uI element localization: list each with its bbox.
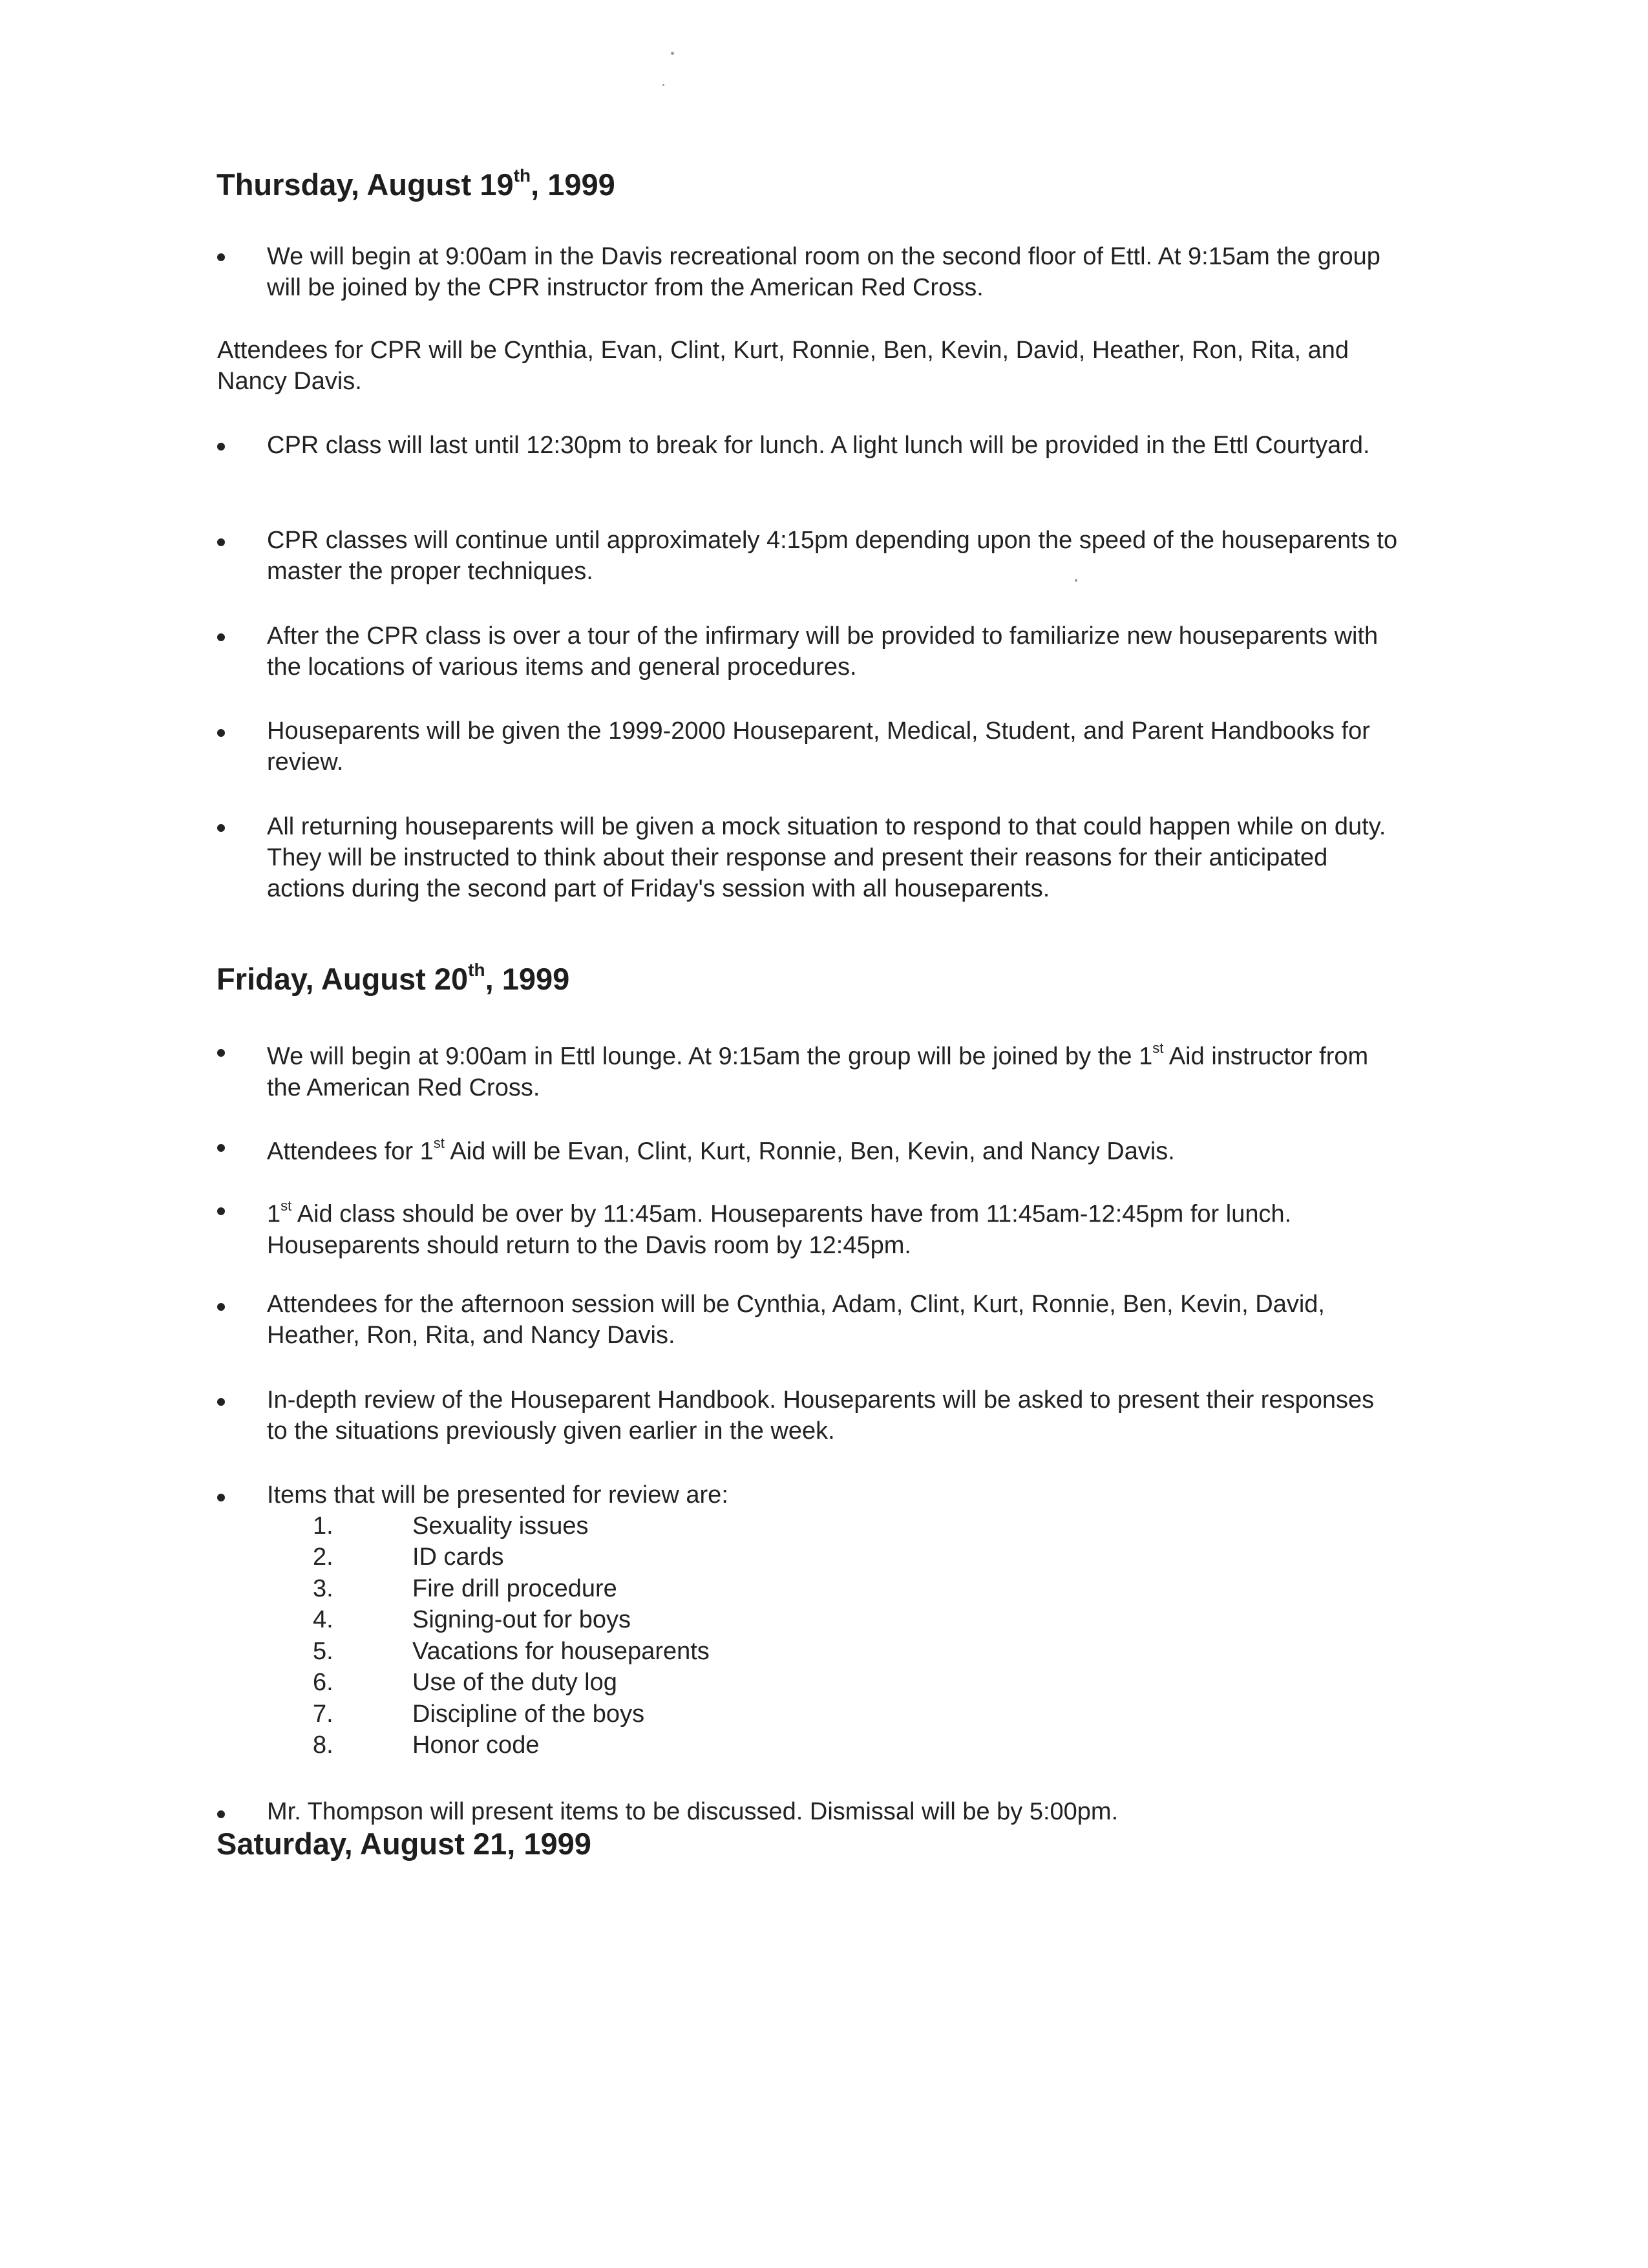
bullet-icon xyxy=(217,1303,225,1311)
bullet-icon xyxy=(217,633,225,641)
review-item-number: 8. xyxy=(313,1732,333,1759)
thursday-bullet-continue: CPR classes will continue until approximately 4:15pm depending upon the speed of the houseparents to master the proper techniques. xyxy=(267,527,1398,585)
review-item-label: Fire drill procedure xyxy=(412,1575,617,1602)
review-item-label: Discipline of the boys xyxy=(412,1701,645,1728)
saturday-heading: Saturday, August 21, 1999 xyxy=(217,1827,591,1861)
friday-bullet-first-aid-class: 1st Aid class should be over by 11:45am. Houseparents have from 11:45am-12:45pm for lunch. Houseparents should return to the Davis room by 12:45pm. xyxy=(267,1198,1292,1259)
review-item-number: 3. xyxy=(313,1575,333,1602)
thursday-bullet-tour: After the CPR class is over a tour of the infirmary will be provided to familiarize new houseparents with the locations of various items and general procedures. xyxy=(267,622,1379,681)
thursday-bullet-lunch: CPR class will last until 12:30pm to break for lunch. A light lunch will be provided in the Ettl Courtyard. xyxy=(267,432,1370,459)
review-item-number: 7. xyxy=(313,1701,333,1728)
bullet-icon xyxy=(217,253,225,261)
bullet-icon xyxy=(217,538,225,546)
scan-speck xyxy=(671,52,674,55)
bullet-icon xyxy=(217,1398,225,1406)
review-item-number: 1. xyxy=(313,1512,333,1540)
bullet-icon xyxy=(217,443,225,450)
thursday-bullet-start: We will begin at 9:00am in the Davis recreational room on the second floor of Ettl. At 9:15am the group will be joined by the CPR instructor from the American Red Cross. xyxy=(267,243,1380,301)
thursday-heading: Thursday, August 19th, 1999 xyxy=(217,165,615,202)
review-item-number: 6. xyxy=(313,1669,333,1696)
friday-bullet-first-aid-attendees: Attendees for 1st Aid will be Evan, Clint, Kurt, Ronnie, Ben, Kevin, and Nancy Davis. xyxy=(267,1135,1175,1165)
bullet-icon xyxy=(217,1810,225,1818)
review-item-label: Honor code xyxy=(412,1732,540,1759)
review-item-label: ID cards xyxy=(412,1543,504,1571)
bullet-icon xyxy=(217,1144,225,1152)
thursday-cpr-attendees: Attendees for CPR will be Cynthia, Evan, Clint, Kurt, Ronnie, Ben, Kevin, David, Heather, Ron, Rita, and Nancy Davis. xyxy=(217,337,1349,395)
thursday-bullet-handbooks: Houseparents will be given the 1999-2000 Houseparent, Medical, Student, and Parent Handbooks for review. xyxy=(267,717,1370,776)
bullet-icon xyxy=(217,729,225,737)
bullet-icon xyxy=(217,824,225,832)
bullet-icon xyxy=(217,1494,225,1501)
review-item-label: Use of the duty log xyxy=(412,1669,617,1696)
friday-heading: Friday, August 20th, 1999 xyxy=(217,960,570,996)
review-item-number: 5. xyxy=(313,1638,333,1665)
bullet-icon xyxy=(217,1207,225,1215)
review-item-number: 2. xyxy=(313,1543,333,1571)
review-item-label: Sexuality issues xyxy=(412,1512,589,1540)
friday-bullet-handbook-review: In-depth review of the Houseparent Handbook. Houseparents will be asked to present their responses to the situations previously given earlier in the week. xyxy=(267,1386,1375,1445)
thursday-bullet-mock: All returning houseparents will be given a mock situation to respond to that could happen while on duty. They will be instructed to think about their response and present their reasons for their anticipated actions during the second part of Friday's session with all houseparents. xyxy=(267,813,1386,902)
bullet-icon xyxy=(217,1049,225,1057)
scan-speck xyxy=(662,84,664,86)
review-item-label: Vacations for houseparents xyxy=(412,1638,710,1665)
friday-bullet-dismissal: Mr. Thompson will present items to be discussed. Dismissal will be by 5:00pm. xyxy=(267,1798,1119,1825)
friday-bullet-start: We will begin at 9:00am in Ettl lounge. At 9:15am the group will be joined by the 1st Aid instructor from the American Red Cross. xyxy=(267,1040,1369,1101)
review-item-label: Signing-out for boys xyxy=(412,1606,631,1633)
review-item-number: 4. xyxy=(313,1606,333,1633)
friday-bullet-afternoon-attendees: Attendees for the afternoon session will be Cynthia, Adam, Clint, Kurt, Ronnie, Ben, Kevin, David, Heather, Ron, Rita, and Nancy Davis. xyxy=(267,1291,1325,1349)
friday-bullet-review-items: Items that will be presented for review are: xyxy=(267,1481,728,1509)
